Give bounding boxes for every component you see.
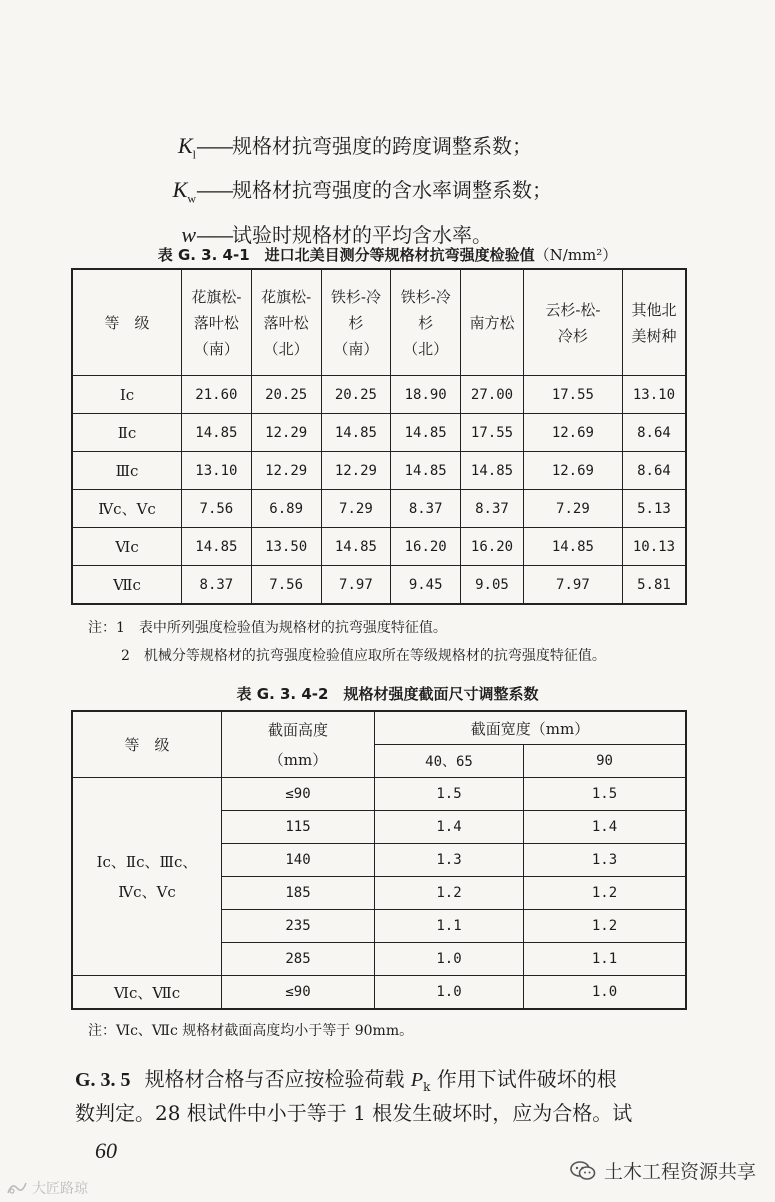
grade-group-cell: Ⅵc、Ⅶc bbox=[72, 976, 222, 1010]
table2-note: 注：Ⅵc、Ⅶc 规格材截面高度均小于等于 90mm。 bbox=[88, 1023, 414, 1039]
height-cell: 285 bbox=[222, 943, 375, 976]
definitions-block bbox=[118, 128, 552, 261]
value-cell: 7.29 bbox=[523, 490, 622, 528]
value-cell: 1.1 bbox=[375, 910, 524, 943]
value-cell: 1.5 bbox=[524, 778, 687, 811]
value-cell: 14.85 bbox=[321, 528, 391, 566]
watermark-left-text: 大匠路琼 bbox=[32, 1181, 88, 1197]
header-species: 云杉-松- 冷杉 bbox=[523, 269, 622, 376]
value-cell: 12.29 bbox=[321, 452, 391, 490]
value-cell: 1.2 bbox=[524, 877, 687, 910]
header-grade: 等 级 bbox=[72, 711, 222, 778]
header-section-height: 截面高度 （mm） bbox=[222, 711, 375, 778]
wechat-icon bbox=[570, 1161, 596, 1181]
value-cell: 7.97 bbox=[321, 566, 391, 605]
watermark-left bbox=[6, 1178, 88, 1198]
table-row bbox=[72, 528, 686, 566]
value-cell: 1.4 bbox=[524, 811, 687, 844]
header-grade: 等 级 bbox=[72, 269, 182, 376]
value-cell: 1.0 bbox=[375, 976, 524, 1010]
value-cell: 14.85 bbox=[391, 414, 461, 452]
table-row bbox=[72, 414, 686, 452]
value-cell: 16.20 bbox=[391, 528, 461, 566]
definition-dash: —— bbox=[196, 222, 232, 247]
value-cell: 17.55 bbox=[461, 414, 524, 452]
value-cell: 1.3 bbox=[375, 844, 524, 877]
table1-unit: （N/mm²） bbox=[534, 246, 618, 264]
definition-text: 规格材抗弯强度的含水率调整系数； bbox=[232, 178, 552, 203]
value-cell: 1.2 bbox=[524, 910, 687, 943]
height-cell: 235 bbox=[222, 910, 375, 943]
value-cell: 8.64 bbox=[622, 452, 686, 490]
value-cell: 12.29 bbox=[251, 452, 321, 490]
height-cell: ≤90 bbox=[222, 976, 375, 1010]
header-section-width: 截面宽度（mm） bbox=[375, 711, 687, 745]
value-cell: 8.64 bbox=[622, 414, 686, 452]
value-cell: 14.85 bbox=[523, 528, 622, 566]
table1-caption: 表 G. 3. 4-1 进口北美目测分等规格材抗弯强度检验值（N/mm²） bbox=[157, 246, 618, 264]
value-cell: 1.3 bbox=[524, 844, 687, 877]
definition-text: 试验时规格材的平均含水率。 bbox=[232, 222, 492, 247]
value-cell: 13.10 bbox=[622, 376, 686, 414]
table1-header-row bbox=[72, 269, 686, 376]
header-species: 花旗松- 落叶松 （北） bbox=[251, 269, 321, 376]
header-species: 铁杉-冷 杉 （南） bbox=[321, 269, 391, 376]
value-cell: 12.69 bbox=[523, 452, 622, 490]
header-species: 南方松 bbox=[461, 269, 524, 376]
value-cell: 12.69 bbox=[523, 414, 622, 452]
value-cell: 13.50 bbox=[251, 528, 321, 566]
grade-cell: Ⅶc bbox=[72, 566, 182, 605]
definition-kw bbox=[118, 172, 552, 216]
value-cell: 8.37 bbox=[182, 566, 252, 605]
height-cell: 140 bbox=[222, 844, 375, 877]
table-row bbox=[72, 452, 686, 490]
height-cell: ≤90 bbox=[222, 778, 375, 811]
value-cell: 10.13 bbox=[622, 528, 686, 566]
watermark-logo-icon bbox=[6, 1180, 28, 1196]
table2-caption: 表 G. 3. 4-2 规格材强度截面尺寸调整系数 bbox=[236, 685, 539, 703]
value-cell: 7.56 bbox=[182, 490, 252, 528]
value-cell: 1.4 bbox=[375, 811, 524, 844]
value-cell: 21.60 bbox=[182, 376, 252, 414]
definition-text: 规格材抗弯强度的跨度调整系数； bbox=[232, 134, 532, 158]
table-row bbox=[72, 778, 686, 811]
table-row bbox=[72, 376, 686, 414]
watermark-right bbox=[570, 1157, 756, 1184]
value-cell: 6.89 bbox=[251, 490, 321, 528]
value-cell: 7.56 bbox=[251, 566, 321, 605]
grade-cell: Ⅵc bbox=[72, 528, 182, 566]
value-cell: 7.97 bbox=[523, 566, 622, 605]
table1-note-1: 注：1 表中所列强度检验值为规格材的抗弯强度特征值。 bbox=[88, 620, 447, 636]
value-cell: 17.55 bbox=[523, 376, 622, 414]
grade-cell: Ⅱc bbox=[72, 414, 182, 452]
height-cell: 185 bbox=[222, 877, 375, 910]
table-row bbox=[72, 490, 686, 528]
height-cell: 115 bbox=[222, 811, 375, 844]
value-cell: 14.85 bbox=[182, 414, 252, 452]
value-cell: 9.05 bbox=[461, 566, 524, 605]
width-col-header: 90 bbox=[524, 745, 687, 778]
value-cell: 1.0 bbox=[524, 976, 687, 1010]
value-cell: 8.37 bbox=[391, 490, 461, 528]
watermark-text: 土木工程资源共享 bbox=[604, 1161, 757, 1183]
grade-cell: Ⅲc bbox=[72, 452, 182, 490]
definition-dash: —— bbox=[196, 178, 232, 203]
value-cell: 5.81 bbox=[622, 566, 686, 605]
value-cell: 20.25 bbox=[321, 376, 391, 414]
table-row bbox=[72, 566, 686, 605]
definition-symbol: $K_w$ bbox=[172, 177, 196, 206]
value-cell: 14.85 bbox=[461, 452, 524, 490]
value-cell: 16.20 bbox=[461, 528, 524, 566]
value-cell: 27.00 bbox=[461, 376, 524, 414]
value-cell: 1.0 bbox=[375, 943, 524, 976]
table2-header-row bbox=[72, 711, 686, 745]
value-cell: 1.2 bbox=[375, 877, 524, 910]
value-cell: 9.45 bbox=[391, 566, 461, 605]
clause-g-3-5: G. 3. 5 规格材合格与否应按检验荷载 $P_k$ 作用下试件破坏的根 bbox=[75, 1067, 617, 1094]
grade-group-cell: Ⅰc、Ⅱc、Ⅲc、 Ⅳc、Ⅴc bbox=[72, 778, 222, 976]
load-symbol: P bbox=[410, 1069, 424, 1091]
value-cell: 7.29 bbox=[321, 490, 391, 528]
table-row bbox=[72, 976, 686, 1010]
header-species: 其他北 美树种 bbox=[622, 269, 686, 376]
value-cell: 14.85 bbox=[391, 452, 461, 490]
value-cell: 14.85 bbox=[321, 414, 391, 452]
value-cell: 5.13 bbox=[622, 490, 686, 528]
bending-strength-table bbox=[71, 268, 687, 605]
clause-text-line-2: 数判定。28 根试件中小于等于 1 根发生破坏时，应为合格。试 bbox=[75, 1101, 633, 1125]
value-cell: 1.5 bbox=[375, 778, 524, 811]
table1-note-2: 2 机械分等规格材的抗弯强度检验值应取所在等级规格材的抗弯强度特征值。 bbox=[121, 648, 606, 664]
header-species: 花旗松- 落叶松 （南） bbox=[182, 269, 252, 376]
page-number: 60 bbox=[95, 1138, 117, 1163]
definition-dash: —— bbox=[196, 134, 232, 158]
grade-cell: Ⅳc、Ⅴc bbox=[72, 490, 182, 528]
size-adjustment-table bbox=[71, 710, 687, 1010]
definition-symbol: $K_l$ bbox=[177, 133, 196, 162]
header-species: 铁杉-冷 杉 （北） bbox=[391, 269, 461, 376]
grade-cell: Ⅰc bbox=[72, 376, 182, 414]
value-cell: 13.10 bbox=[182, 452, 252, 490]
value-cell: 12.29 bbox=[251, 414, 321, 452]
definition-kl bbox=[118, 128, 552, 172]
value-cell: 18.90 bbox=[391, 376, 461, 414]
width-col-header: 40、65 bbox=[375, 745, 524, 778]
section-number: G. 3. 5 bbox=[75, 1069, 131, 1091]
value-cell: 14.85 bbox=[182, 528, 252, 566]
value-cell: 8.37 bbox=[461, 490, 524, 528]
value-cell: 1.1 bbox=[524, 943, 687, 976]
definition-symbol: w bbox=[181, 221, 196, 247]
value-cell: 20.25 bbox=[251, 376, 321, 414]
